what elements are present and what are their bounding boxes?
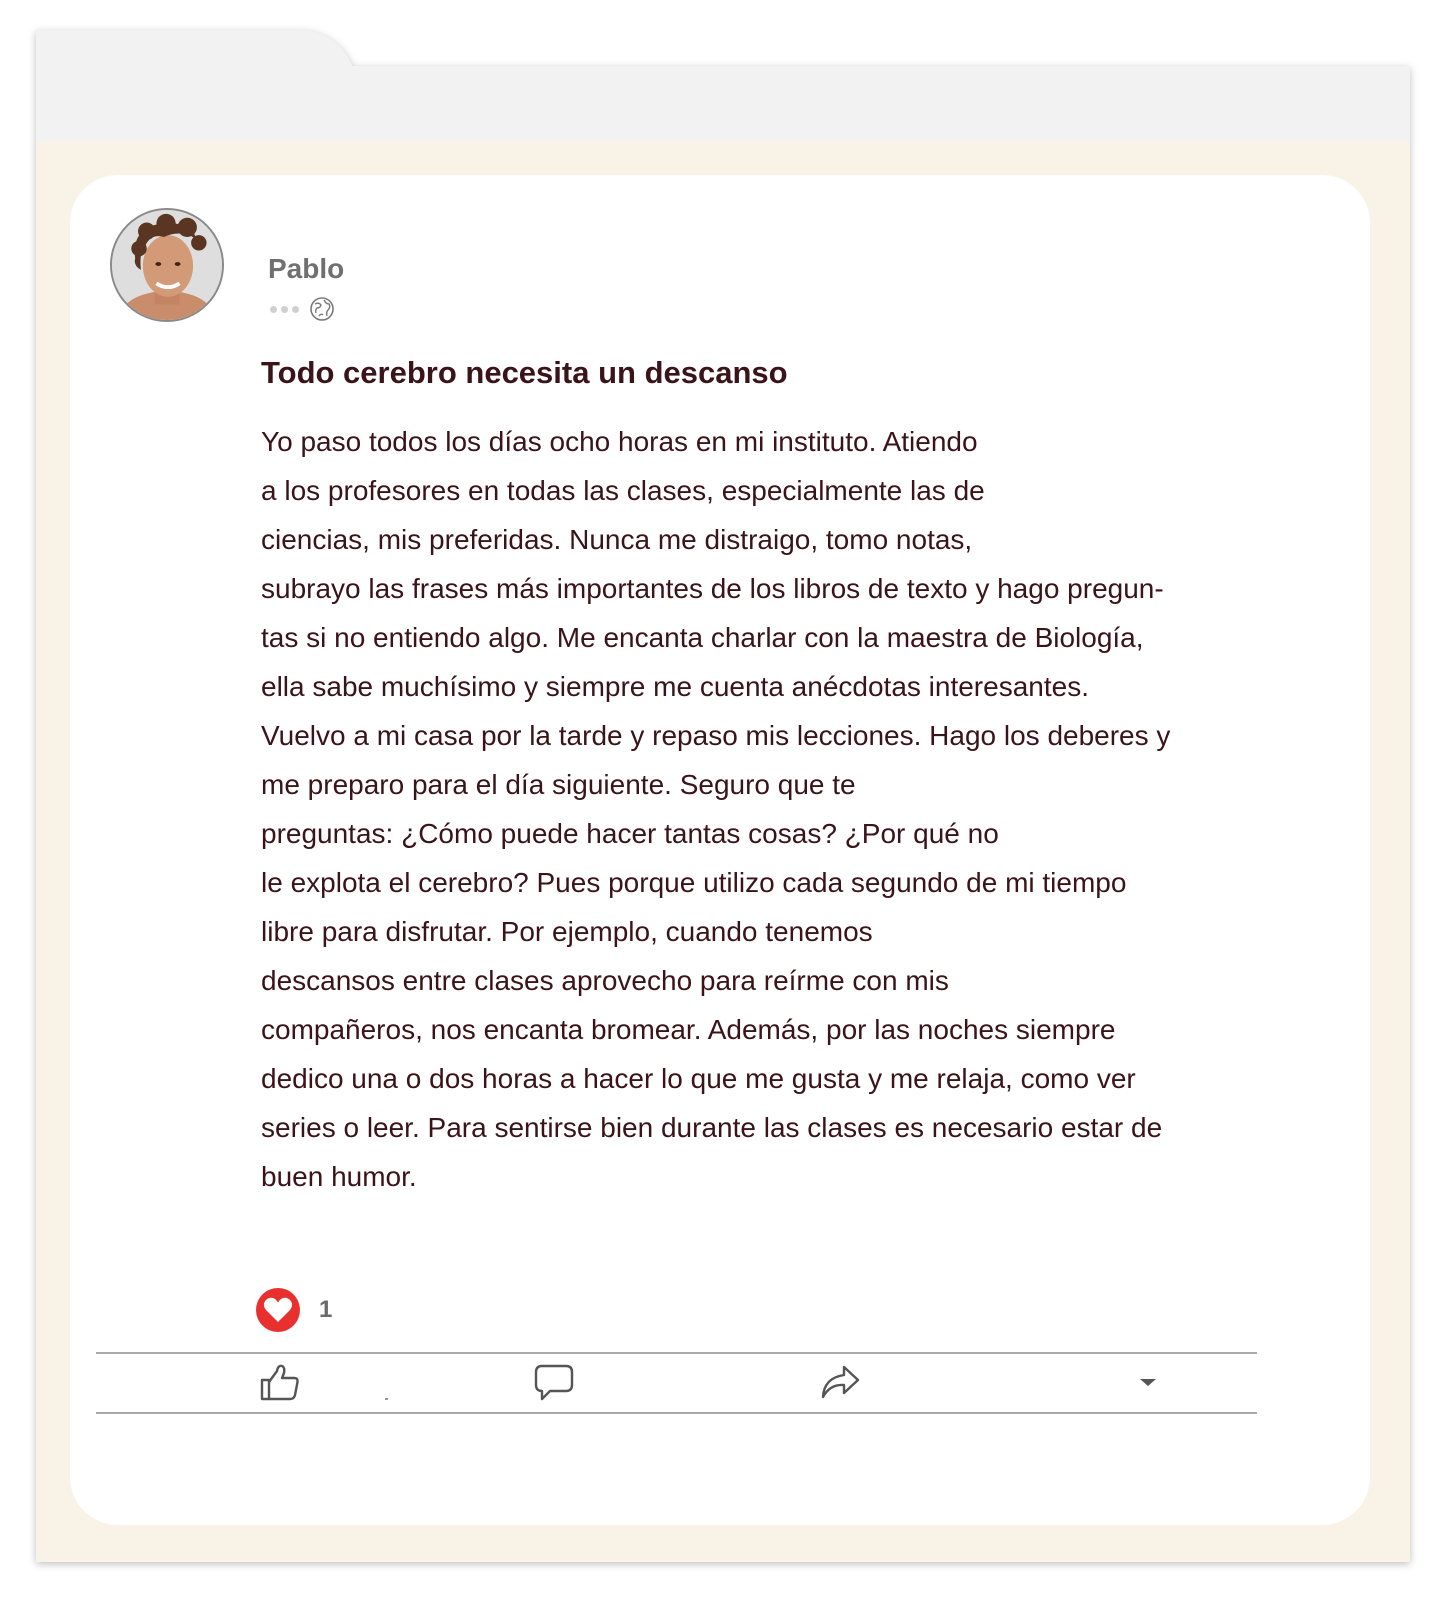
post-body-line: a los profesores en todas las clases, especialmente las de xyxy=(261,475,985,506)
author-avatar[interactable] xyxy=(110,208,224,322)
share-icon[interactable] xyxy=(818,1362,862,1402)
avatar-photo xyxy=(112,210,222,320)
post-body-line: le explota el cerebro? Pues porque utilizo cada segundo de mi tiempo xyxy=(261,867,1127,898)
heart-icon[interactable] xyxy=(255,1287,301,1333)
caret-down-icon[interactable] xyxy=(1126,1362,1170,1402)
post-body-line: dedico una o dos horas a hacer lo que me gusta y me relaja, como ver xyxy=(261,1063,1136,1094)
post-body-line: descansos entre clases aprovecho para reírme con mis xyxy=(261,965,949,996)
post-meta xyxy=(270,295,335,323)
post-body-line: tas si no entiendo algo. Me encanta charlar con la maestra de Biología, xyxy=(261,622,1144,653)
timestamp-placeholder-dot xyxy=(281,306,288,313)
post-body xyxy=(261,417,1241,1201)
post-body-line: ciencias, mis preferidas. Nunca me distraigo, tomo notas, xyxy=(261,524,973,555)
timestamp-placeholder-dot xyxy=(270,306,277,313)
post-body-line: series o leer. Para sentirse bien durante las clases es necesario estar de xyxy=(261,1112,1163,1143)
post-body-line: Yo paso todos los días ocho horas en mi instituto. Atiendo xyxy=(261,426,978,457)
post-body-line: compañeros, nos encanta bromear. Además, por las noches siempre xyxy=(261,1014,1116,1045)
globe-icon[interactable] xyxy=(309,296,335,322)
post-title: Todo cerebro necesita un descanso xyxy=(261,355,788,390)
reaction-count: 1 xyxy=(319,1296,333,1323)
author-name[interactable]: Pablo xyxy=(268,253,345,284)
post-body-line: buen humor. xyxy=(261,1161,417,1192)
timestamp-placeholder-dot xyxy=(292,306,299,313)
reaction-summary[interactable] xyxy=(255,1287,332,1333)
post-body-line: Vuelvo a mi casa por la tarde y repaso mis lecciones. Hago los deberes y xyxy=(261,720,1171,751)
actions-divider-bottom xyxy=(96,1412,1257,1414)
post-body-line: libre para disfrutar. Por ejemplo, cuando tenemos xyxy=(261,916,873,947)
divider-mark xyxy=(385,1398,388,1400)
actions-divider-top xyxy=(96,1352,1257,1354)
comment-icon[interactable] xyxy=(532,1362,576,1402)
post-body-line: me preparo para el día siguiente. Seguro que te xyxy=(261,769,856,800)
thumbs-up-icon[interactable] xyxy=(258,1362,302,1402)
post-body-line: preguntas: ¿Cómo puede hacer tantas cosas? ¿Por qué no xyxy=(261,818,999,849)
post-body-line: ella sabe muchísimo y siempre me cuenta anécdotas interesantes. xyxy=(261,671,1089,702)
post-card xyxy=(70,175,1370,1525)
post-body-line: subrayo las frases más importantes de los libros de texto y hago pregun- xyxy=(261,573,1164,604)
